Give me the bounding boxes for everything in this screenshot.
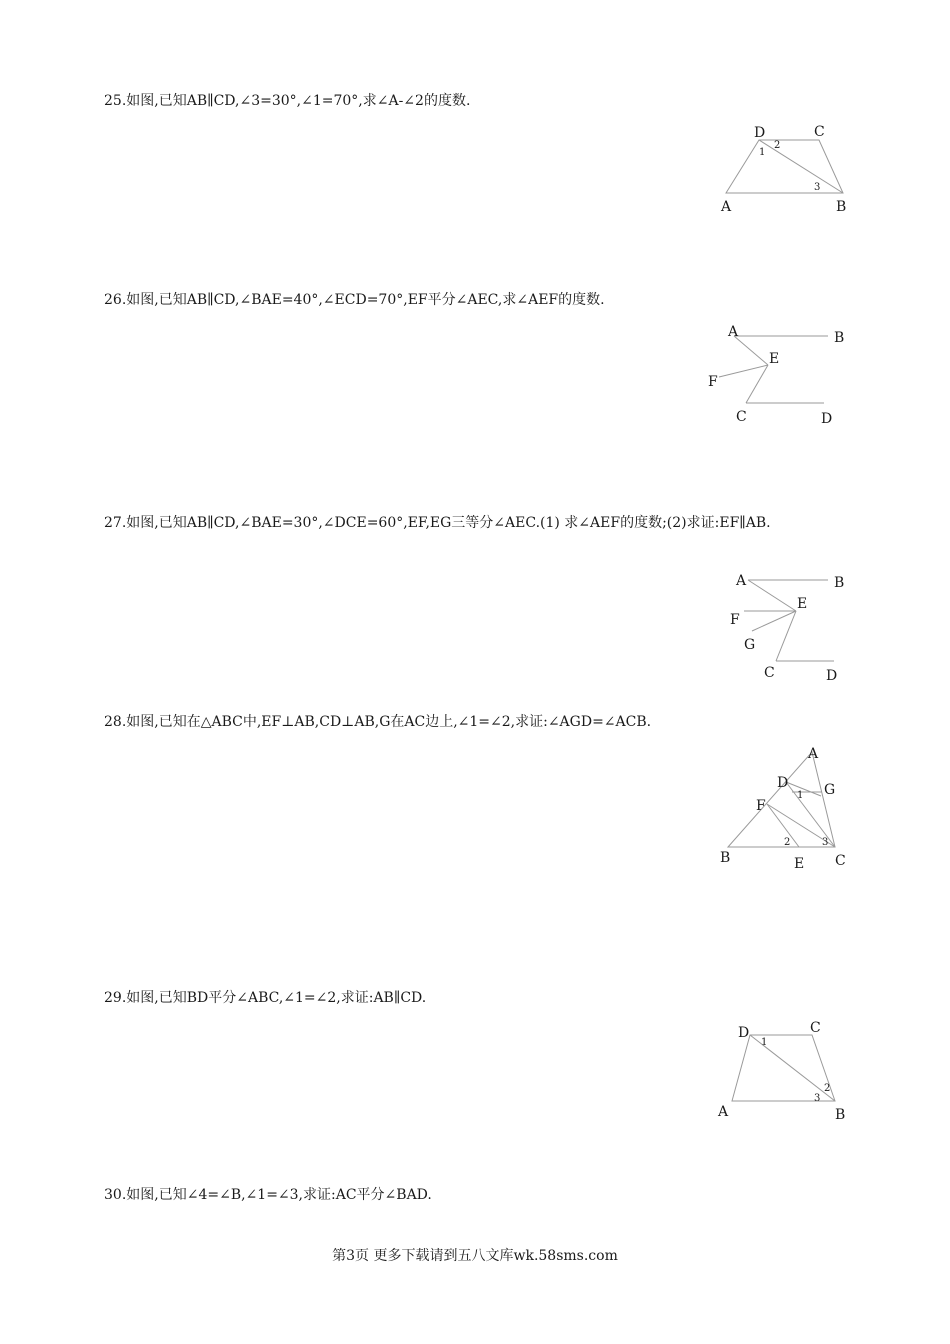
label-b: B bbox=[836, 199, 847, 215]
label-e: E bbox=[797, 596, 808, 612]
label-g: G bbox=[744, 637, 756, 653]
label-f: F bbox=[708, 374, 718, 390]
angle-1-label: 1 bbox=[797, 790, 804, 801]
figure-25 bbox=[716, 120, 856, 220]
problem-27-text: 27.如图,已知AB∥CD,∠BAE=30°,∠DCE=60°,EF,EG三等分∠AEC.(1) 求∠AEF的度数;(2)求证:EF∥AB. bbox=[104, 515, 771, 531]
label-b: B bbox=[834, 330, 845, 346]
problem-30-text: 30.如图,已知∠4=∠B,∠1=∠3,求证:AC平分∠BAD. bbox=[104, 1187, 432, 1203]
triangle-abc bbox=[728, 752, 835, 847]
label-d: D bbox=[754, 125, 766, 141]
problem-28-text: 28.如图,已知在△ABC中,EF⊥AB,CD⊥AB,G在AC边上,∠1=∠2,求证:∠AGD=∠ACB. bbox=[104, 714, 652, 730]
label-d: D bbox=[826, 668, 838, 684]
angle-2-label: 2 bbox=[824, 1083, 831, 1094]
label-g: G bbox=[824, 782, 836, 798]
line-ae bbox=[748, 580, 796, 611]
angle-1-label: 1 bbox=[761, 1037, 768, 1048]
problem-29-text: 29.如图,已知BD平分∠ABC,∠1=∠2,求证:AB∥CD. bbox=[104, 990, 427, 1006]
angle-1-label: 1 bbox=[759, 147, 766, 158]
label-c: C bbox=[736, 409, 747, 425]
label-b: B bbox=[720, 850, 731, 866]
label-c: C bbox=[810, 1020, 821, 1036]
label-b: B bbox=[835, 1107, 846, 1123]
figure-29 bbox=[710, 1015, 860, 1130]
angle-2-label: 2 bbox=[774, 140, 781, 151]
label-f: F bbox=[730, 612, 740, 628]
line-ef bbox=[719, 365, 768, 377]
line-fe bbox=[767, 804, 799, 847]
label-d: D bbox=[777, 775, 789, 791]
label-f: F bbox=[756, 798, 766, 814]
trapezoid-abcd bbox=[726, 140, 843, 193]
line-ec bbox=[746, 365, 768, 403]
label-a: A bbox=[718, 1104, 729, 1120]
label-c: C bbox=[764, 665, 775, 681]
angle-3-label: 3 bbox=[822, 837, 829, 848]
label-c: C bbox=[814, 124, 825, 140]
label-b: B bbox=[834, 575, 845, 591]
label-a: A bbox=[808, 746, 819, 762]
figure-28 bbox=[712, 740, 862, 880]
page-footer: 第3页 更多下载请到五八文库wk.58sms.com bbox=[332, 1248, 618, 1264]
label-e: E bbox=[794, 856, 805, 872]
line-ae bbox=[734, 336, 768, 365]
angle-3-label: 3 bbox=[814, 1093, 821, 1104]
figure-27 bbox=[722, 565, 862, 685]
diagonal-db bbox=[759, 140, 843, 193]
label-a: A bbox=[736, 573, 747, 589]
label-d: D bbox=[738, 1025, 750, 1041]
label-d: D bbox=[821, 411, 833, 427]
problem-25-text: 25.如图,已知AB∥CD,∠3=30°,∠1=70°,求∠A-∠2的度数. bbox=[104, 93, 471, 109]
trapezoid-abcd bbox=[732, 1035, 835, 1101]
label-e: E bbox=[769, 351, 780, 367]
label-c: C bbox=[835, 853, 846, 869]
angle-3-label: 3 bbox=[814, 182, 821, 193]
figure-26 bbox=[700, 318, 860, 428]
label-a: A bbox=[728, 324, 739, 340]
problem-26-text: 26.如图,已知AB∥CD,∠BAE=40°,∠ECD=70°,EF平分∠AEC,求∠AEF的度数. bbox=[104, 292, 605, 308]
label-a: A bbox=[721, 199, 732, 215]
angle-2-label: 2 bbox=[784, 837, 791, 848]
